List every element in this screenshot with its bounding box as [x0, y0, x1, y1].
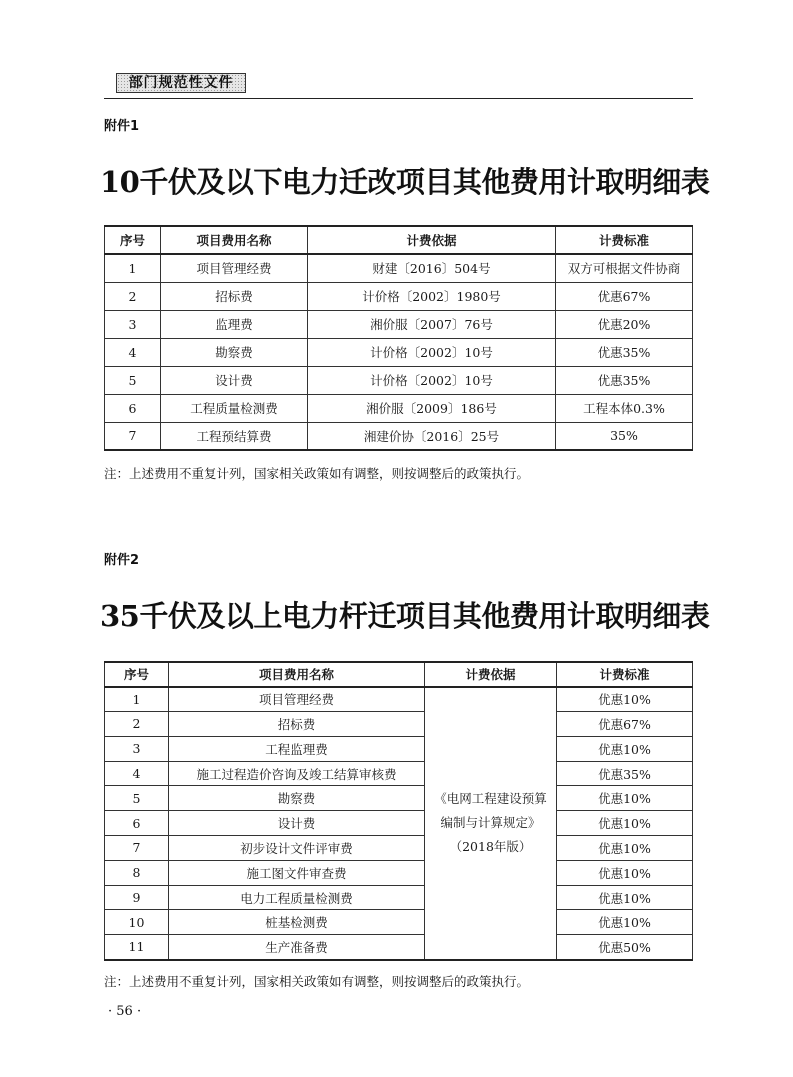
table-header-row — [105, 226, 693, 254]
cell-basis: 计价格〔2002〕1980号 — [308, 282, 556, 310]
cell-standard: 优惠10% — [557, 786, 693, 811]
table-row — [105, 394, 693, 422]
table-row — [105, 687, 693, 712]
cell-basis: 湘建价协〔2016〕25号 — [308, 422, 556, 450]
attachment2-label: 附件2 — [104, 553, 140, 568]
cell-standard: 优惠10% — [557, 885, 693, 910]
column-header-standard: 计费标准 — [557, 662, 693, 687]
table-row — [105, 736, 693, 761]
table-row — [105, 811, 693, 836]
attachment1-table — [104, 225, 693, 451]
cell-standard: 优惠10% — [557, 836, 693, 861]
cell-index: 6 — [105, 811, 169, 836]
column-header-item: 项目费用名称 — [161, 226, 308, 254]
attachment2-note: 注：上述费用不重复计列，国家相关政策如有调整，则按调整后的政策执行。 — [104, 974, 530, 989]
header-rule — [104, 98, 693, 99]
cell-basis: 湘价服〔2007〕76号 — [308, 310, 556, 338]
cell-index: 9 — [105, 885, 169, 910]
shared-basis-line2: 编制与计算规定》 — [440, 815, 541, 831]
cell-index: 2 — [105, 712, 169, 737]
cell-item: 施工图文件审查费 — [169, 860, 425, 885]
table-row — [105, 885, 693, 910]
cell-standard: 优惠35% — [556, 366, 693, 394]
cell-index: 6 — [105, 394, 161, 422]
cell-index: 10 — [105, 910, 169, 935]
cell-index: 4 — [105, 761, 169, 786]
attachment2-title: 35千伏及以上电力杆迁项目其他费用计取明细表 — [100, 599, 710, 633]
cell-standard: 优惠10% — [557, 860, 693, 885]
cell-index: 5 — [105, 366, 161, 394]
cell-item: 桩基检测费 — [169, 910, 425, 935]
cell-basis: 计价格〔2002〕10号 — [308, 366, 556, 394]
cell-standard: 优惠67% — [556, 282, 693, 310]
cell-index: 8 — [105, 860, 169, 885]
cell-standard: 优惠67% — [557, 712, 693, 737]
cell-basis: 财建〔2016〕504号 — [308, 254, 556, 282]
table-header-row — [105, 662, 693, 687]
cell-index: 1 — [105, 254, 161, 282]
cell-standard: 优惠35% — [557, 761, 693, 786]
cell-standard: 优惠10% — [557, 910, 693, 935]
cell-item: 生产准备费 — [169, 935, 425, 960]
cell-item: 设计费 — [161, 366, 308, 394]
cell-item: 初步设计文件评审费 — [169, 836, 425, 861]
cell-standard: 双方可根据文件协商 — [556, 254, 693, 282]
cell-index: 1 — [105, 687, 169, 712]
cell-item: 设计费 — [169, 811, 425, 836]
table-row — [105, 786, 693, 811]
cell-item: 项目管理经费 — [161, 254, 308, 282]
table-row — [105, 761, 693, 786]
cell-index: 7 — [105, 422, 161, 450]
table-row — [105, 338, 693, 366]
section-label-badge: 部门规范性文件 — [116, 73, 246, 93]
cell-standard: 优惠50% — [557, 935, 693, 960]
table-row — [105, 712, 693, 737]
cell-item: 招标费 — [161, 282, 308, 310]
table-row — [105, 860, 693, 885]
table-row — [105, 366, 693, 394]
cell-index: 5 — [105, 786, 169, 811]
column-header-item: 项目费用名称 — [169, 662, 425, 687]
table-row — [105, 422, 693, 450]
cell-item: 施工过程造价咨询及竣工结算审核费 — [169, 761, 425, 786]
cell-index: 7 — [105, 836, 169, 861]
shared-basis-line1: 《电网工程建设预算 — [434, 791, 547, 807]
column-header-basis: 计费依据 — [425, 662, 557, 687]
cell-item: 勘察费 — [169, 786, 425, 811]
cell-item: 工程监理费 — [169, 736, 425, 761]
cell-item: 招标费 — [169, 712, 425, 737]
cell-index: 3 — [105, 310, 161, 338]
cell-item: 监理费 — [161, 310, 308, 338]
shared-basis-line3: （2018年版） — [449, 839, 532, 855]
column-header-standard: 计费标准 — [556, 226, 693, 254]
cell-item: 工程预结算费 — [161, 422, 308, 450]
cell-basis: 计价格〔2002〕10号 — [308, 338, 556, 366]
cell-item: 勘察费 — [161, 338, 308, 366]
cell-index: 2 — [105, 282, 161, 310]
attachment1-title: 10千伏及以下电力迁改项目其他费用计取明细表 — [100, 165, 710, 199]
table-row — [105, 254, 693, 282]
table-row — [105, 836, 693, 861]
table-row — [105, 935, 693, 960]
cell-item: 项目管理经费 — [169, 687, 425, 712]
page-number: · 56 · — [108, 1004, 142, 1019]
cell-item: 工程质量检测费 — [161, 394, 308, 422]
cell-standard: 35% — [556, 422, 693, 450]
column-header-index: 序号 — [105, 662, 169, 687]
cell-index: 11 — [105, 935, 169, 960]
table-row — [105, 282, 693, 310]
attachment1-note: 注：上述费用不重复计列，国家相关政策如有调整，则按调整后的政策执行。 — [104, 466, 530, 481]
cell-basis: 湘价服〔2009〕186号 — [308, 394, 556, 422]
column-header-index: 序号 — [105, 226, 161, 254]
cell-index: 3 — [105, 736, 169, 761]
cell-item: 电力工程质量检测费 — [169, 885, 425, 910]
attachment1-label: 附件1 — [104, 119, 140, 134]
cell-standard: 优惠10% — [557, 811, 693, 836]
cell-index: 4 — [105, 338, 161, 366]
cell-standard: 优惠20% — [556, 310, 693, 338]
column-header-basis: 计费依据 — [308, 226, 556, 254]
cell-shared-basis — [425, 687, 557, 960]
cell-standard: 优惠10% — [557, 687, 693, 712]
table-row — [105, 910, 693, 935]
cell-standard: 优惠10% — [557, 736, 693, 761]
table-row — [105, 310, 693, 338]
cell-standard: 工程本体0.3% — [556, 394, 693, 422]
attachment2-table — [104, 661, 693, 961]
cell-standard: 优惠35% — [556, 338, 693, 366]
